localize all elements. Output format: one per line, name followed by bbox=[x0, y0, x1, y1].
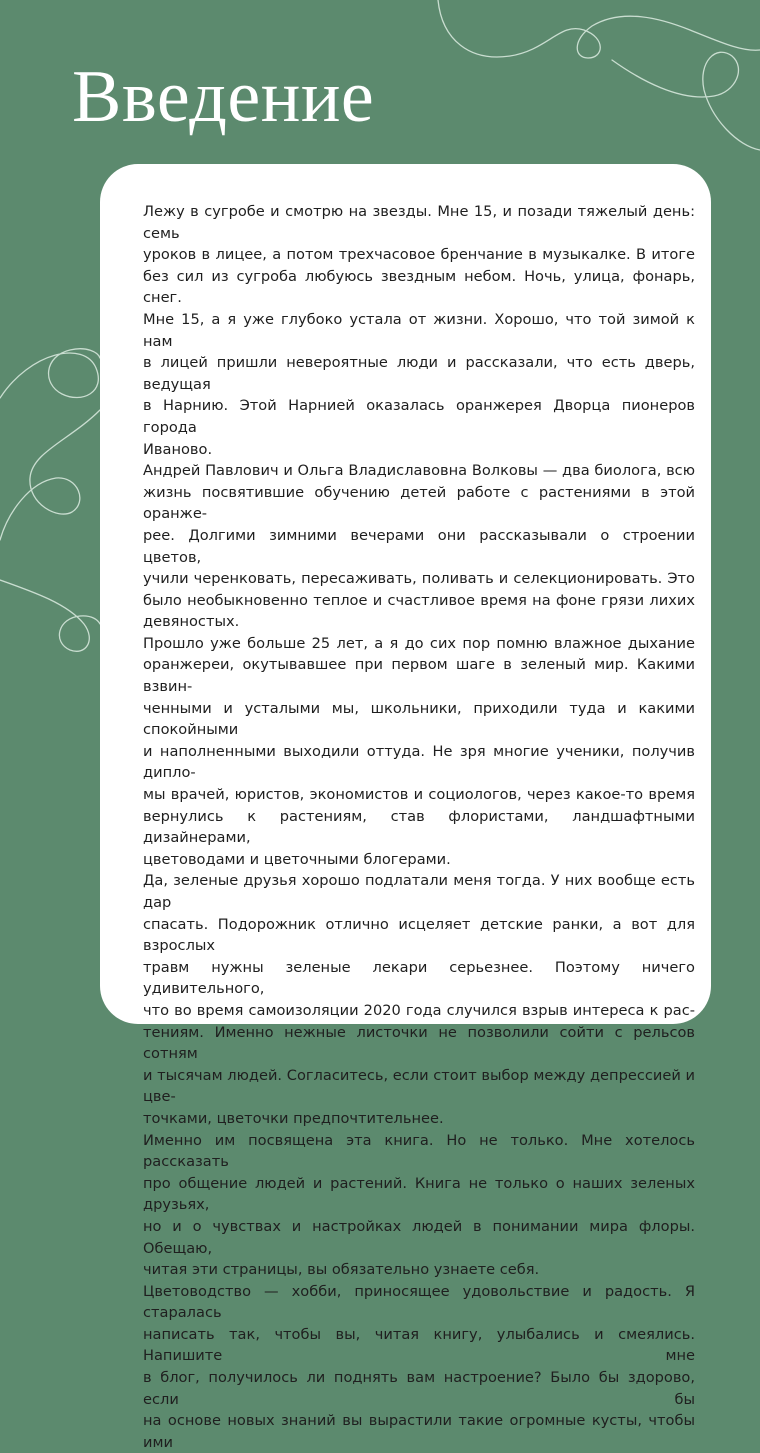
text-line: девяностых. bbox=[143, 613, 240, 631]
text-line: травм нужны зеленые лекари серьезнее. Поэтому ничего удивительного, bbox=[143, 958, 695, 998]
text-line: читая эти страницы, вы обязательно узнаете себя. bbox=[143, 1261, 540, 1279]
text-line: Именно им посвящена эта книга. Но не только. Мне хотелось рассказать bbox=[143, 1131, 695, 1171]
swirl-top-right bbox=[438, 0, 760, 58]
text-line: но и о чувствах и настройках людей в понимании мира флоры. Обещаю, bbox=[143, 1217, 695, 1257]
swirl-left-3 bbox=[0, 580, 100, 651]
text-line: в блог, получилось ли поднять вам настроение? Было бы здорово, если бы bbox=[143, 1369, 695, 1408]
text-line: про общение людей и растений. Книга не только о наших зеленых друзьях, bbox=[143, 1174, 695, 1214]
text-line: мы врачей, юристов, экономистов и социологов, через какое-то время bbox=[143, 786, 695, 804]
text-line: в лицей пришли невероятные люди и рассказали, что есть дверь, ведущая bbox=[143, 354, 695, 393]
text-line: Цветоводство — хобби, приносящее удовольствие и радость. Я старалась bbox=[143, 1282, 695, 1322]
text-line: оранжереи, окутывавшее при первом шаге в зеленый мир. Какими взвин- bbox=[143, 656, 695, 696]
swirl-left bbox=[0, 349, 100, 398]
text-line: Прошло уже больше 25 лет, а я до сих пор помню влажное дыхание bbox=[143, 634, 695, 652]
page-title: Введение bbox=[72, 56, 375, 138]
text-line: ченными и усталыми мы, школьники, приходили туда и какими спокойными bbox=[143, 699, 695, 739]
text-line: Мне 15, а я уже глубоко устала от жизни. Хорошо, что той зимой к нам bbox=[143, 310, 695, 350]
text-line: и тысячам людей. Согласитесь, если стоит выбор между депрессией и цве- bbox=[143, 1066, 695, 1106]
text-line: цветоводами и цветочными блогерами. bbox=[143, 850, 451, 868]
text-line: без сил из сугроба любуюсь звездным небом. Ночь, улица, фонарь, снег. bbox=[143, 267, 695, 307]
text-line: вернулись к растениям, став флористами, ландшафтными дизайнерами, bbox=[143, 807, 695, 847]
body-text bbox=[143, 201, 695, 1453]
text-line: спасать. Подорожник отлично исцеляет детские ранки, а вот для взрослых bbox=[143, 915, 695, 955]
text-line: уроков в лицее, а потом трехчасовое бренчание в музыкалке. В итоге bbox=[143, 246, 695, 264]
text-line: что во время самоизоляции 2020 года случился взрыв интереса к рас- bbox=[143, 1001, 695, 1019]
text-line: рее. Долгими зимними вечерами они рассказывали о строении цветов, bbox=[143, 526, 695, 566]
text-line: было необыкновенно теплое и счастливое время на фоне грязи лихих bbox=[143, 591, 695, 609]
text-line: Лежу в сугробе и смотрю на звезды. Мне 15, и позади тяжелый день: семь bbox=[143, 203, 695, 242]
text-line: тениям. Именно нежные листочки не позволили сойти с рельсов сотням bbox=[143, 1023, 695, 1063]
swirl-top-right-2 bbox=[612, 52, 760, 150]
text-line: Да, зеленые друзья хорошо подлатали меня тогда. У них вообще есть дар bbox=[143, 872, 695, 911]
text-line: на основе новых знаний вы вырастили такие огромные кусты, чтобы ими bbox=[143, 1412, 695, 1451]
swirl-left-2 bbox=[0, 410, 100, 540]
text-line: Андрей Павлович и Ольга Владиславовна Волковы — два биолога, всю bbox=[143, 462, 695, 480]
text-line: Иваново. bbox=[143, 440, 213, 458]
text-line: жизнь посвятившие обучению детей работе с растениями в этой оранже- bbox=[143, 483, 695, 523]
text-line: учили черенковать, пересаживать, поливать и селекционировать. Это bbox=[143, 570, 695, 588]
text-line: и наполненными выходили оттуда. Не зря многие ученики, получив дипло- bbox=[143, 742, 695, 782]
text-line: точками, цветочки предпочтительнее. bbox=[143, 1109, 444, 1127]
text-line: написать так, чтобы вы, читая книгу, улыбались и смеялись. Напишите мне bbox=[143, 1325, 695, 1365]
text-line: в Нарнию. Этой Нарнией оказалась оранжерея Дворца пионеров города bbox=[143, 397, 695, 436]
